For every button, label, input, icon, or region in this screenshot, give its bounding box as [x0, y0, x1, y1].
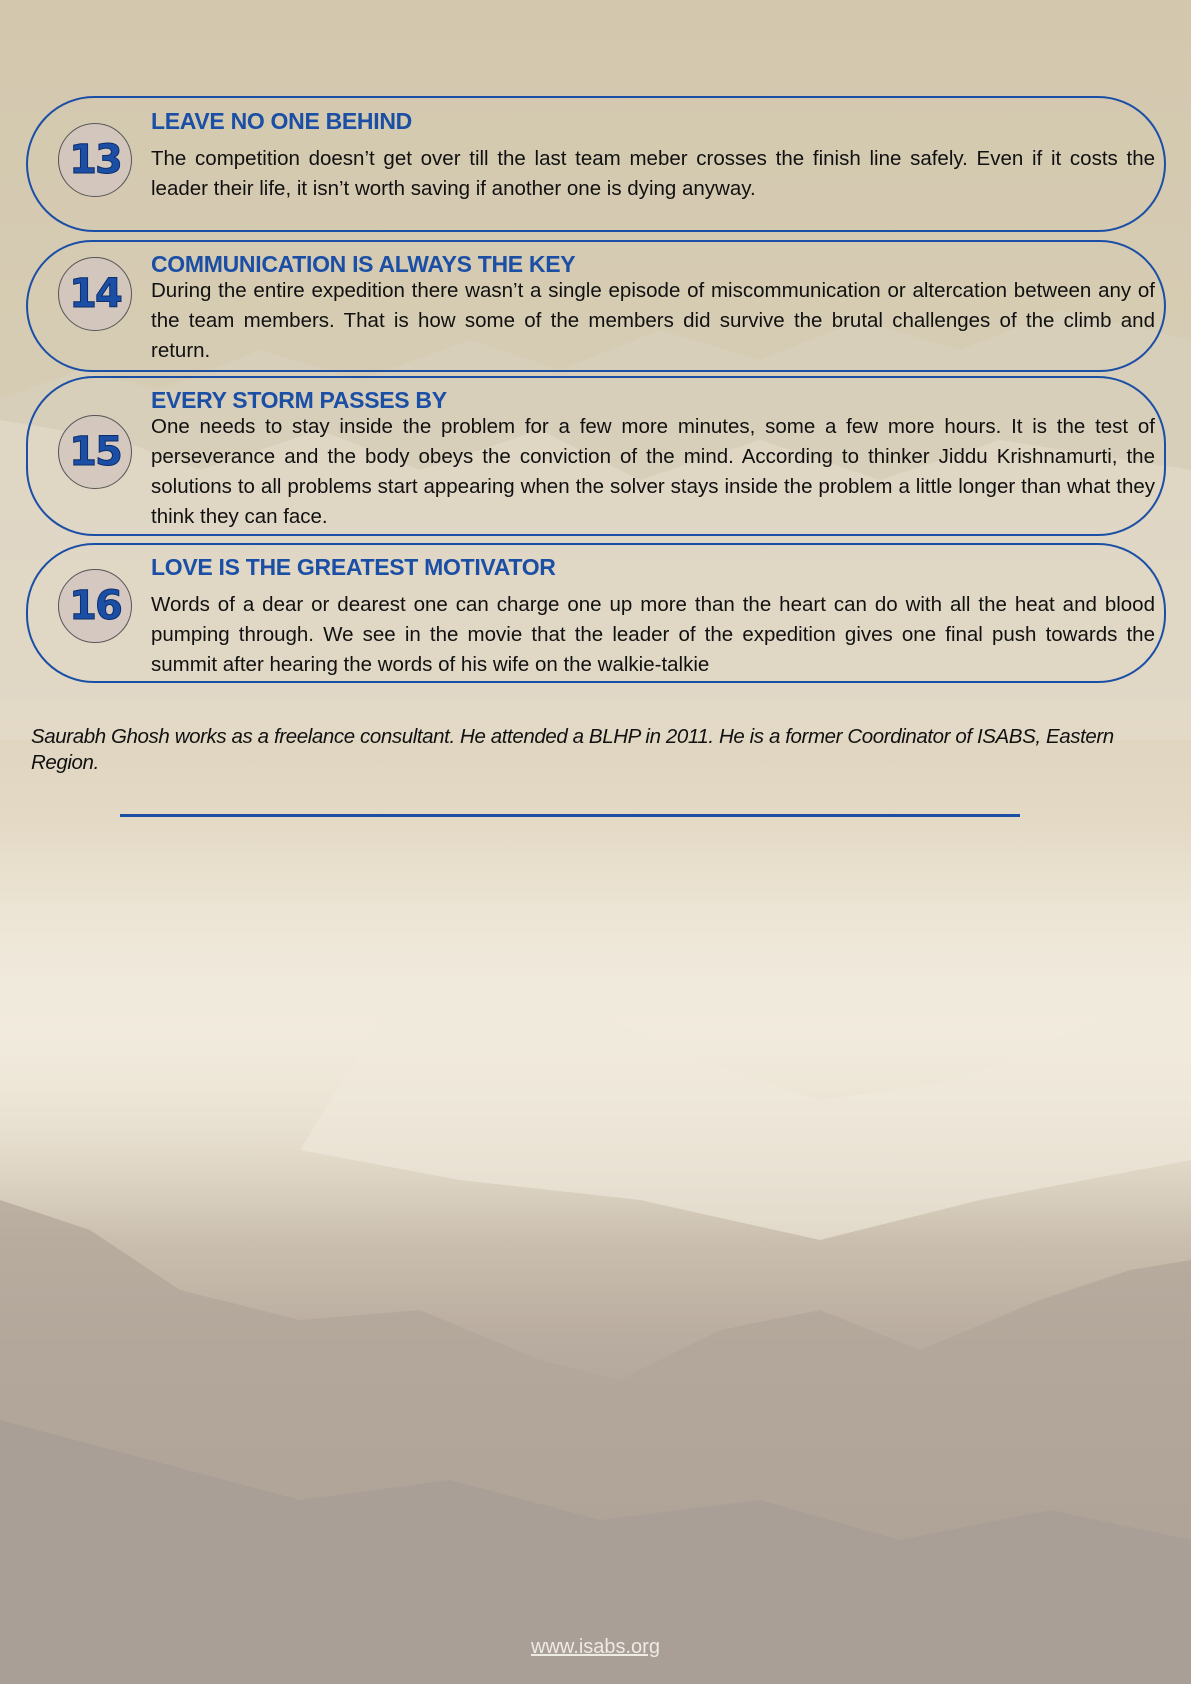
number-badge-13 [58, 123, 132, 197]
lesson-body: The competition doesn’t get over till the last team meber crosses the finish line safely. Even if it costs the leader their life, it isn’t worth saving if another one is dying anyway. [151, 147, 1155, 200]
number-badge-14 [58, 257, 132, 331]
divider [120, 814, 1020, 817]
lesson-body: Words of a dear or dearest one can charge one up more than the heart can do with all the heat and blood pumping through. We see in the movie that the leader of the expedition gives one final push towards the summit after hearing the words of his wife on the walkie-talkie [151, 593, 1155, 676]
number-label: 14 [69, 271, 121, 317]
lesson-body: One needs to stay inside the problem for a few more minutes, some a few more hours. It is the test of perseverance and the body obeys the conviction of the mind. According to thinker Jiddu Krishnamurti, the solutions to all problems start appearing when the solver stays inside the problem a little longer than what they think they can face. [151, 415, 1155, 528]
lesson-title: LOVE IS THE GREATEST MOTIVATOR [151, 554, 556, 580]
number-badge-15 [58, 415, 132, 489]
lesson-title: LEAVE NO ONE BEHIND [151, 108, 412, 134]
website-link[interactable]: www.isabs.org [531, 1636, 660, 1658]
number-label: 16 [69, 583, 121, 629]
lesson-card-13 [26, 96, 1166, 232]
lesson-card-15 [26, 376, 1166, 536]
number-badge-16 [58, 569, 132, 643]
lesson-card-14 [26, 240, 1166, 372]
lesson-body: During the entire expedition there wasn’t a single episode of miscommunication or altercation between any of the team members. That is how some of the members did survive the brutal challenges of the climb and return. [151, 279, 1155, 362]
lesson-title: EVERY STORM PASSES BY [151, 387, 447, 413]
number-label: 13 [69, 137, 121, 183]
lesson-card-16 [26, 543, 1166, 683]
author-bio: Saurabh Ghosh works as a freelance consultant. He attended a BLHP in 2011. He is a former Coordinator of ISABS, Eastern Region. [31, 725, 1114, 774]
number-label: 15 [69, 429, 121, 475]
lesson-title: COMMUNICATION IS ALWAYS THE KEY [151, 251, 576, 277]
